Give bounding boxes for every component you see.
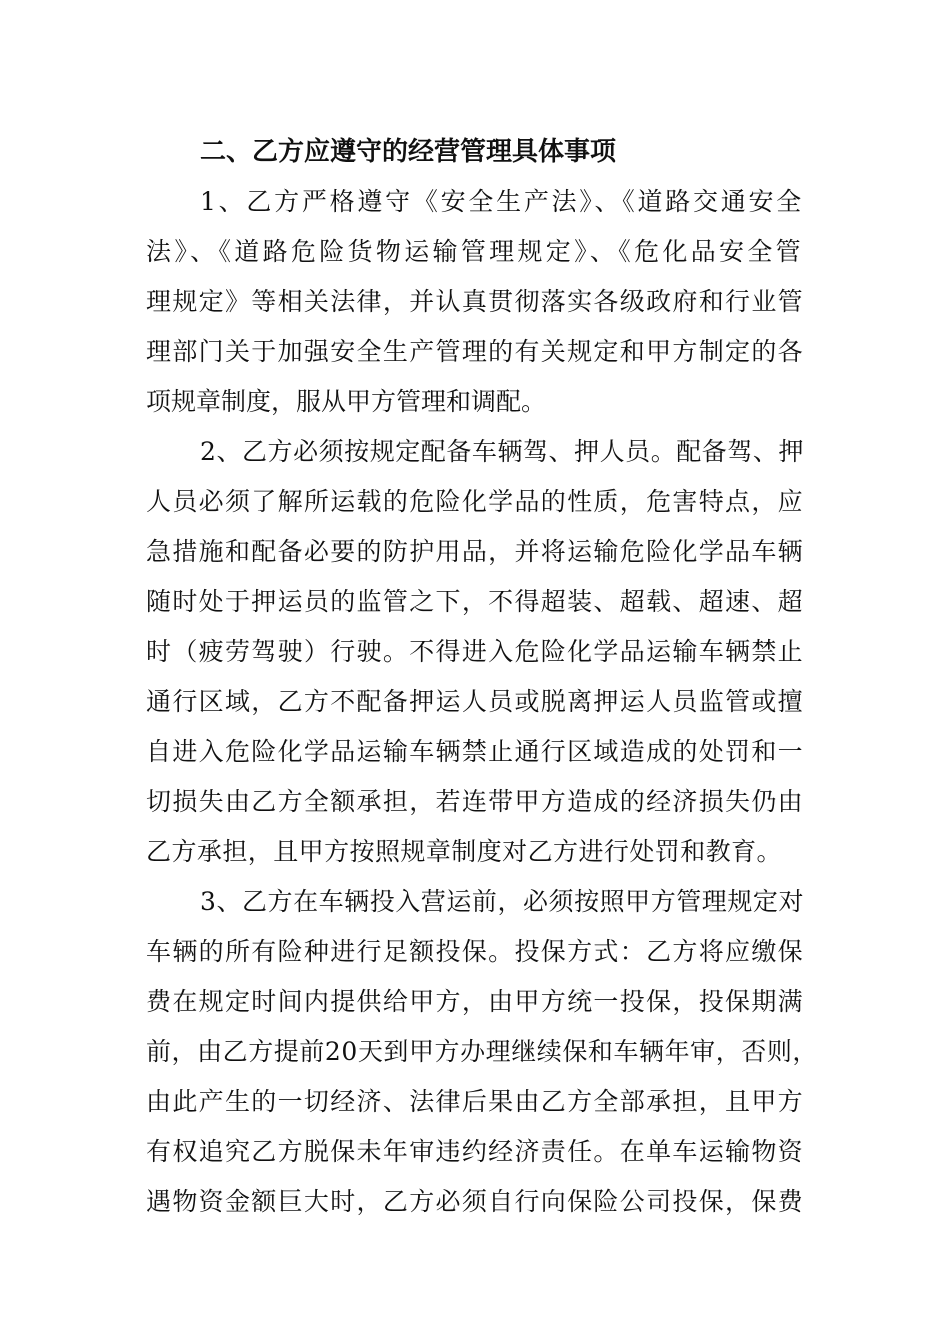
paragraph-2-line-8: 切损失由乙方全额承担，若连带甲方造成的经济损失仍由 bbox=[146, 787, 804, 816]
paragraph-2-line-9: 乙方承担，且甲方按照规章制度对乙方进行处罚和教育。 bbox=[146, 837, 782, 866]
paragraph-2-line-3: 急措施和配备必要的防护用品，并将运输危险化学品车辆 bbox=[146, 537, 804, 566]
paragraph-2-line-7: 自进入危险化学品运输车辆禁止通行区域造成的处罚和一 bbox=[146, 737, 804, 766]
paragraph-3-line-2: 车辆的所有险种进行足额投保。投保方式：乙方将应缴保 bbox=[146, 937, 804, 966]
paragraph-3-line-7: 遇物资金额巨大时，乙方必须自行向保险公司投保，保费 bbox=[146, 1187, 804, 1216]
paragraph-2-line-1: 2、乙方必须按规定配备车辆驾、押人员。配备驾、押 bbox=[200, 437, 804, 466]
paragraph-1-line-1: 1、乙方严格遵守《安全生产法》、《道路交通安全 bbox=[200, 187, 804, 216]
paragraph-1-line-5: 项规章制度，服从甲方管理和调配。 bbox=[146, 387, 546, 416]
paragraph-1-line-4: 理部门关于加强安全生产管理的有关规定和甲方制定的各 bbox=[146, 337, 804, 366]
paragraph-2-line-2: 人员必须了解所运载的危险化学品的性质，危害特点，应 bbox=[146, 487, 804, 516]
paragraph-1-line-2: 法》、《道路危险货物运输管理规定》、《危化品安全管 bbox=[146, 237, 804, 266]
section-heading: 二、乙方应遵守的经营管理具体事项 bbox=[200, 137, 617, 167]
paragraph-3-line-3: 费在规定时间内提供给甲方，由甲方统一投保，投保期满 bbox=[146, 987, 804, 1016]
paragraph-3-line-1: 3、乙方在车辆投入营运前，必须按照甲方管理规定对 bbox=[200, 887, 804, 916]
paragraph-3-line-4: 前，由乙方提前20天到甲方办理继续保和车辆年审，否则， bbox=[146, 1037, 818, 1066]
paragraph-3-line-5: 由此产生的一切经济、法律后果由乙方全部承担，且甲方 bbox=[146, 1087, 804, 1116]
paragraph-2-line-4: 随时处于押运员的监管之下，不得超装、超载、超速、超 bbox=[146, 587, 804, 616]
paragraph-2-line-6: 通行区域，乙方不配备押运人员或脱离押运人员监管或擅 bbox=[146, 687, 804, 716]
paragraph-1-line-3: 理规定》等相关法律，并认真贯彻落实各级政府和行业管 bbox=[146, 287, 804, 316]
paragraph-2-line-5: 时（疲劳驾驶）行驶。不得进入危险化学品运输车辆禁止 bbox=[146, 637, 804, 666]
paragraph-3-line-6: 有权追究乙方脱保未年审违约经济责任。在单车运输物资 bbox=[146, 1137, 804, 1166]
